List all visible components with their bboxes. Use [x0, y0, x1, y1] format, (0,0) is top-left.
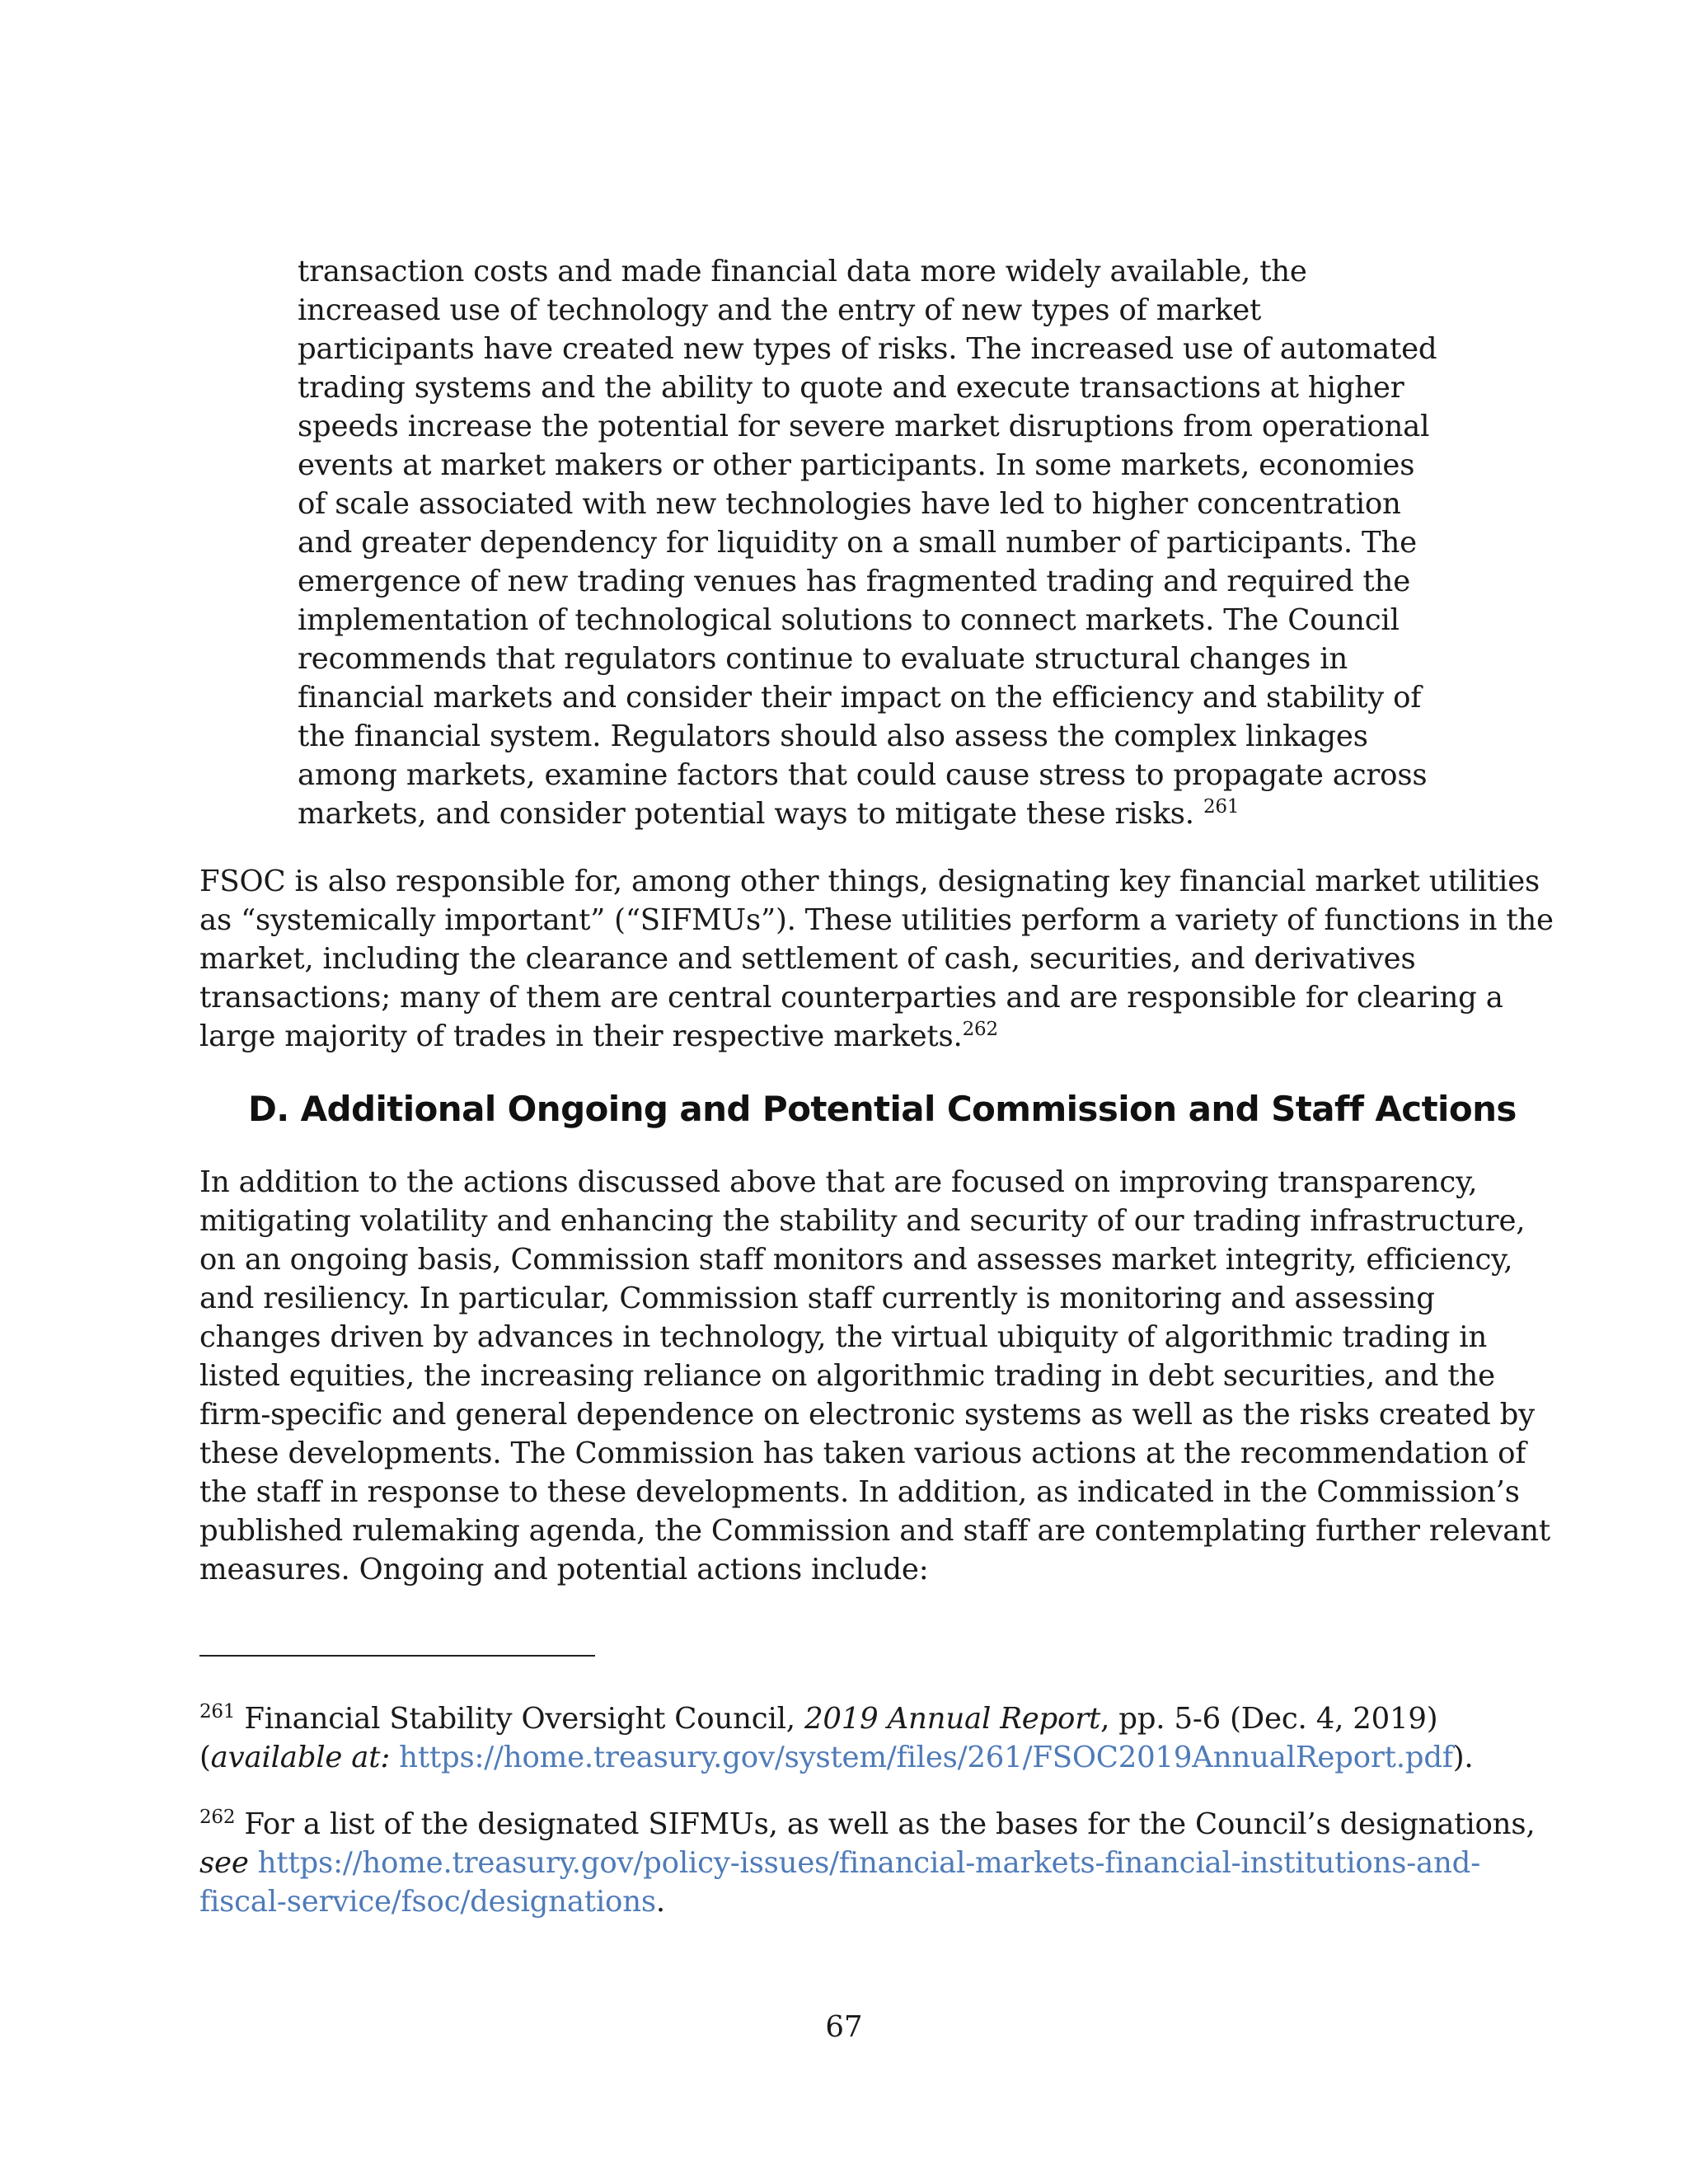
page-number: 67: [825, 2010, 863, 2044]
footnote-text: For a list of the designated SIFMUs, as well as the bases for the Council’s designations,: [235, 1807, 1536, 1841]
footnote-text: , pp. 5-6 (Dec. 4, 2019): [1100, 1702, 1438, 1736]
section-heading: D. Additional Ongoing and Potential Commission and Staff Actions: [248, 1089, 1517, 1129]
paragraph-line: FSOC is also responsible for, among other things, designating key financial market utilities: [199, 865, 1540, 898]
footnote-text: [249, 1846, 258, 1880]
paragraph-line: firm-specific and general dependence on electronic systems as well as the risks created by: [199, 1398, 1535, 1432]
quote-line: implementation of technological solutions to connect markets. The Council: [298, 603, 1400, 637]
footnote-line: [199, 1844, 1518, 1882]
quote-line: participants have created new types of risks. The increased use of automated: [298, 332, 1437, 366]
footnote-261: [199, 1699, 1518, 1777]
paragraph-line: market, including the clearance and settlement of cash, securities, and derivatives: [199, 942, 1416, 976]
see-label: see: [199, 1846, 249, 1880]
block-quote: [298, 252, 1437, 833]
paragraph-line: changes driven by advances in technology, the virtual ubiquity of algorithmic trading in: [199, 1320, 1488, 1354]
footnote-ref-262[interactable]: 262: [962, 1019, 998, 1040]
paragraph-line: transactions; many of them are central counterparties and are responsible for clearing a: [199, 981, 1503, 1015]
quote-line: financial markets and consider their impact on the efficiency and stability of: [298, 681, 1422, 715]
paragraph-line-text: large majority of trades in their respective markets.: [199, 1019, 963, 1053]
paragraph-line: as “systemically important” (“SIFMUs”). These utilities perform a variety of functions in the: [199, 903, 1554, 937]
footnote-divider: [199, 1655, 595, 1657]
footnote-text: .: [655, 1885, 665, 1919]
sifmu-designations-link[interactable]: https://home.treasury.gov/policy-issues/financial-markets-financial-institutions-and-: [257, 1846, 1480, 1880]
paragraph-line: on an ongoing basis, Commission staff monitors and assesses market integrity, efficiency,: [199, 1243, 1513, 1277]
quote-line: emergence of new trading venues has fragmented trading and required the: [298, 565, 1411, 598]
paragraph-line: published rulemaking agenda, the Commission and staff are contemplating further relevant: [199, 1514, 1550, 1548]
footnote-line: [199, 1738, 1518, 1777]
paragraph-line: In addition to the actions discussed above that are focused on improving transparency,: [199, 1165, 1478, 1199]
footnote-number: 261: [199, 1701, 236, 1722]
quote-line: speeds increase the potential for severe market disruptions from operational: [298, 410, 1430, 443]
paragraph-line: listed equities, the increasing reliance on algorithmic trading in debt securities, and the: [199, 1359, 1495, 1393]
fsoc-report-link[interactable]: https://home.treasury.gov/system/files/261/FSOC2019AnnualReport.pdf: [399, 1741, 1453, 1774]
quote-line: and greater dependency for liquidity on a small number of participants. The: [298, 526, 1417, 560]
quote-line: the financial system. Regulators should also assess the complex linkages: [298, 719, 1368, 753]
footnote-number: 262: [199, 1807, 236, 1828]
footnote-line: [199, 1882, 1518, 1921]
footnote-262: [199, 1805, 1536, 1921]
footnote-text: ).: [1452, 1741, 1474, 1774]
quote-line: among markets, examine factors that could cause stress to propagate across: [298, 758, 1428, 792]
paragraph-line-last: [199, 1017, 1518, 1056]
quote-line-text: markets, and consider potential ways to mitigate these risks.: [298, 797, 1203, 831]
quote-line-last: [298, 794, 1418, 833]
quote-line: increased use of technology and the entry of new types of market: [298, 293, 1262, 327]
quote-line: trading systems and the ability to quote and execute transactions at higher: [298, 371, 1404, 405]
quote-line: recommends that regulators continue to evaluate structural changes in: [298, 642, 1348, 676]
quote-line: of scale associated with new technologies have led to higher concentration: [298, 487, 1401, 521]
footnote-ref-261[interactable]: 261: [1203, 796, 1240, 818]
paragraph-fsoc: [199, 862, 1554, 1056]
report-title: 2019 Annual Report: [804, 1702, 1101, 1736]
paragraph-line: mitigating volatility and enhancing the stability and security of our trading infrastructure,: [199, 1204, 1526, 1238]
quote-line: events at market makers or other participants. In some markets, economies: [298, 448, 1415, 482]
sifmu-designations-link-cont[interactable]: fiscal-service/fsoc/designations: [199, 1885, 656, 1919]
footnote-text: [390, 1741, 399, 1774]
available-at-label: available at:: [210, 1741, 391, 1774]
footnote-text: Financial Stability Oversight Council,: [235, 1702, 804, 1736]
paragraph-line: and resiliency. In particular, Commission staff currently is monitoring and assessing: [199, 1282, 1435, 1315]
paragraph-line: the staff in response to these developments. In addition, as indicated in the Commission’s: [199, 1475, 1520, 1509]
paragraph-line: these developments. The Commission has taken various actions at the recommendation of: [199, 1436, 1526, 1470]
footnote-line: [199, 1805, 1536, 1844]
quote-line: transaction costs and made financial data more widely available, the: [298, 255, 1307, 288]
paragraph-additional-actions: [199, 1163, 1550, 1589]
paragraph-line: measures. Ongoing and potential actions include:: [199, 1553, 929, 1586]
footnote-text: (: [199, 1741, 211, 1774]
footnote-line: [199, 1699, 1518, 1738]
